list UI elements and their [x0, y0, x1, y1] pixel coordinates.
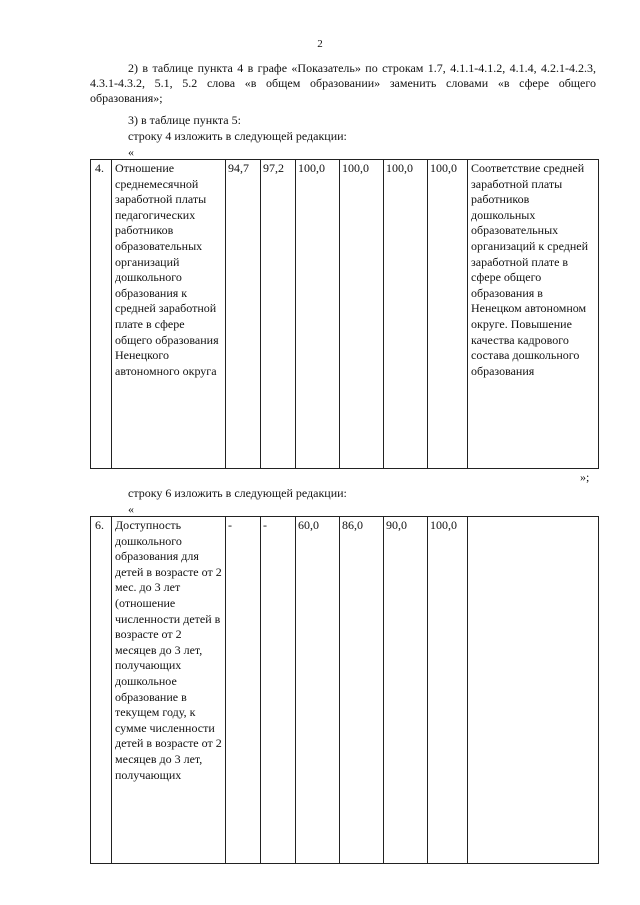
value-cell: 100,0 — [384, 160, 428, 469]
table-row — [91, 160, 599, 469]
result-cell: Соответствие средней заработной платы работников дошкольных образовательных организаций к средней заработной плате в сфере общего образования в Ненецком автономном округе. Повышение качества кадрового состава дошкольного образования — [468, 160, 599, 469]
value-cell: 97,2 — [261, 160, 296, 469]
value-cell: 60,0 — [296, 517, 340, 864]
result-cell — [468, 517, 599, 864]
value-cell: 100,0 — [296, 160, 340, 469]
value-cell: - — [226, 517, 261, 864]
paragraph-amendment-3: 3) в таблице пункта 5: — [128, 113, 241, 127]
value-cell: 94,7 — [226, 160, 261, 469]
value-cell: 100,0 — [340, 160, 384, 469]
indicator-cell: Доступность дошкольного образования для детей в возрасте от 2 мес. до 3 лет (отношение численности детей в возрасте от 2 месяцев до 3 лет, получающих дошкольное образование в текущем году, к сумме численности детей в возрасте от 2 месяцев до 3 лет, получающих — [112, 517, 226, 864]
value-cell: 100,0 — [428, 160, 468, 469]
value-cell: 86,0 — [340, 517, 384, 864]
close-quote-1: »; — [580, 470, 590, 484]
table-row — [91, 517, 599, 864]
paragraph-amendment-2-text: 2) в таблице пункта 4 в графе «Показатель» по строкам 1.7, 4.1.1-4.1.2, 4.1.4, 4.2.1-4.2.3, 4.3.1-4.3.2, 5.1, 5.2 слова «в общем образовании» заменить словами «в сфере общего образования»; — [90, 61, 596, 105]
table-row-6 — [90, 516, 599, 864]
row-number: 6. — [91, 517, 112, 864]
open-quote-1: « — [128, 145, 134, 159]
paragraph-row-4-intro: строку 4 изложить в следующей редакции: — [128, 129, 347, 143]
page-number: 2 — [317, 38, 323, 50]
open-quote-2: « — [128, 502, 134, 516]
value-cell: 100,0 — [428, 517, 468, 864]
paragraph-amendment-2 — [90, 61, 596, 106]
paragraph-row-6-intro: строку 6 изложить в следующей редакции: — [128, 486, 347, 500]
table-row-4 — [90, 159, 599, 469]
indicator-cell: Отношение среднемесячной заработной платы педагогических работников образовательных организаций дошкольного образования к средней заработной плате в сфере общего образования Ненецкого автономного округа — [112, 160, 226, 469]
value-cell: - — [261, 517, 296, 864]
row-number: 4. — [91, 160, 112, 469]
value-cell: 90,0 — [384, 517, 428, 864]
